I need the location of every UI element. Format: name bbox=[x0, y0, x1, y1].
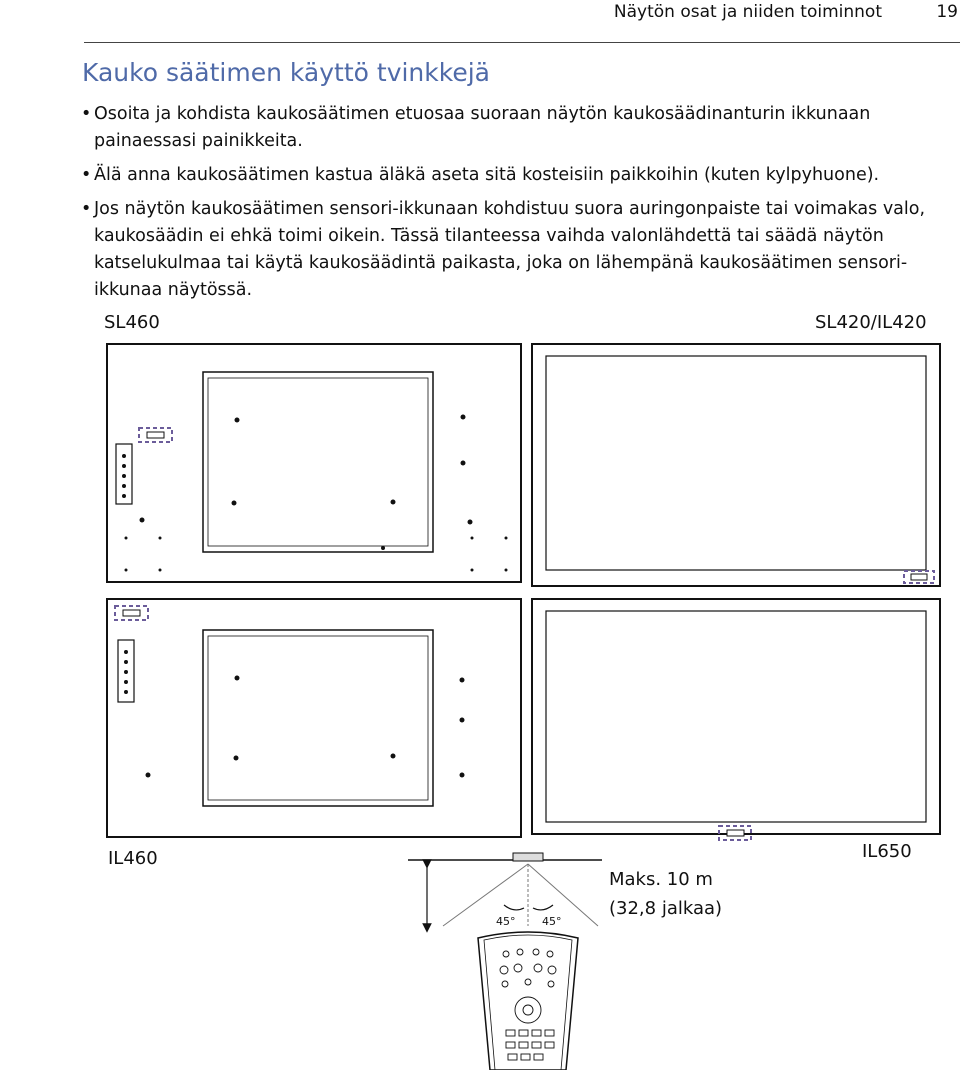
tip-text: Jos näytön kaukosäätimen sensori-ikkunaan kohdistuu suora auringonpaiste tai voimakas valo, kaukosäädin ei ehkä toimi oikein. Tässä tilanteessa vaihda valonlähdettä tai säädä näytön katselukulmaa tai käytä kaukosäädintä paikasta, joka on lähempänä kaukosäätimen sensori-ikkunaa näytössä. bbox=[94, 199, 926, 300]
label-il650: IL650 bbox=[862, 841, 912, 862]
label-sl460: SL460 bbox=[104, 312, 160, 333]
label-sl420-il420: SL420/IL420 bbox=[815, 312, 927, 333]
header-section-title: Näytön osat ja niiden toiminnot bbox=[613, 2, 882, 22]
tip-text: Osoita ja kohdista kaukosäätimen etuosaa suoraan näytön kaukosäädinanturin ikkunaan painaessasi painikkeita. bbox=[94, 104, 871, 151]
angle-right-label: 45° bbox=[542, 915, 562, 928]
bullet-icon: • bbox=[81, 104, 92, 124]
header-page-number: 19 bbox=[936, 2, 958, 22]
sl420-front-diagram bbox=[532, 344, 940, 586]
il650-front-diagram bbox=[532, 599, 940, 840]
remote-control-illustration bbox=[478, 932, 578, 1070]
bullet-icon: • bbox=[81, 199, 92, 219]
sl460-back-diagram bbox=[107, 344, 521, 582]
range-line-2: (32,8 jalkaa) bbox=[609, 898, 723, 919]
il460-back-diagram bbox=[107, 599, 521, 837]
page-heading: Kauko säätimen käyttö tvinkkejä bbox=[82, 58, 490, 87]
bullet-icon: • bbox=[81, 165, 92, 185]
tip-text: Älä anna kaukosäätimen kastua äläkä aseta sitä kosteisiin paikkoihin (kuten kylpyhuone). bbox=[94, 165, 880, 185]
range-line-1: Maks. 10 m bbox=[609, 869, 713, 890]
remote-range-diagram bbox=[408, 853, 602, 928]
angle-left-label: 45° bbox=[496, 915, 516, 928]
label-il460: IL460 bbox=[108, 848, 158, 869]
